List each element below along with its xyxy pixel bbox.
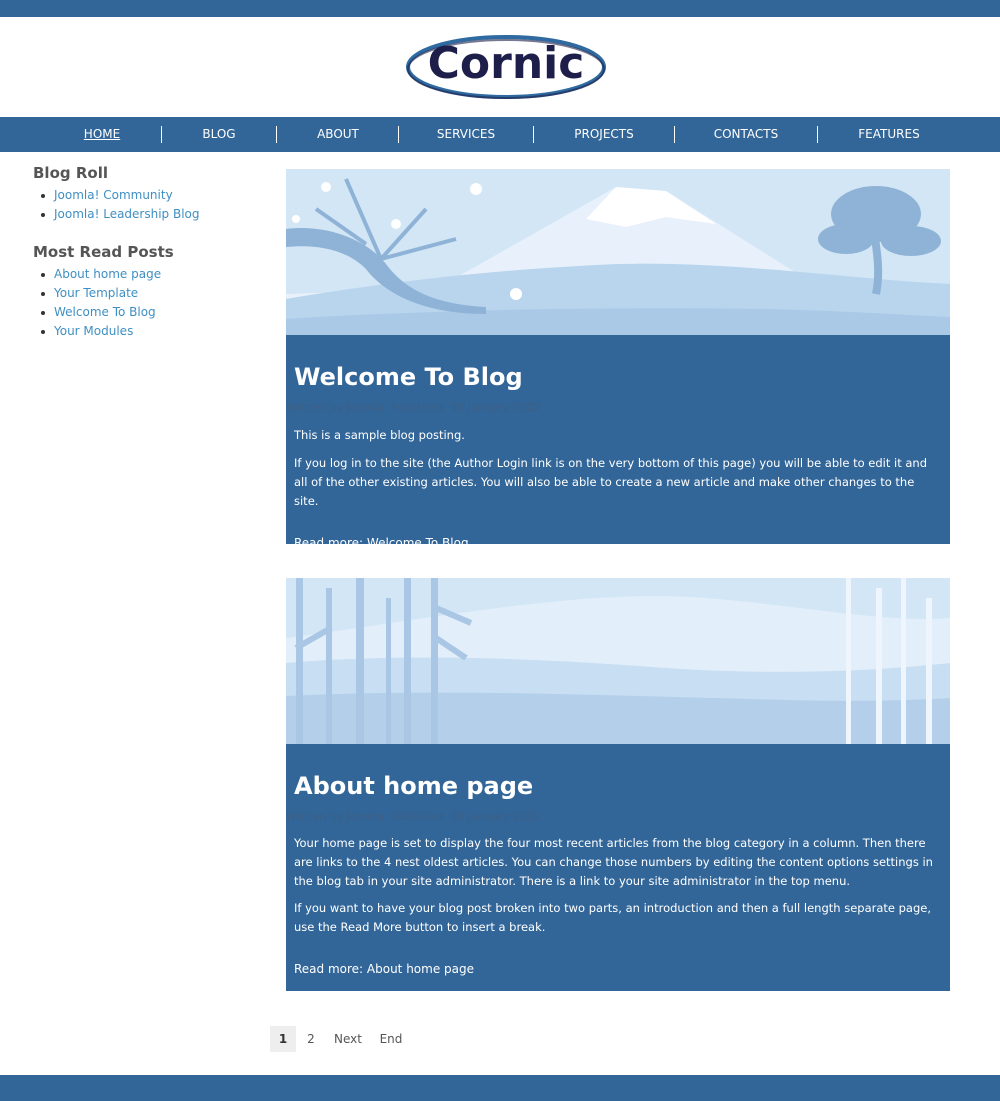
nav-projects[interactable]: PROJECTS xyxy=(574,127,634,141)
nav-separator xyxy=(161,126,162,143)
nav-separator xyxy=(817,126,818,143)
article-meta xyxy=(286,398,942,418)
main-nav xyxy=(0,117,1000,152)
logo-text: Cornic xyxy=(427,38,585,89)
site-logo[interactable] xyxy=(405,35,607,101)
article-body xyxy=(286,744,950,976)
nav-about[interactable]: ABOUT xyxy=(317,127,359,141)
header xyxy=(0,17,1000,117)
next-page-link[interactable]: Next xyxy=(334,1032,362,1046)
logo-graphic xyxy=(405,35,607,101)
nav-separator xyxy=(533,126,534,143)
mostread-title: Most Read Posts xyxy=(33,243,174,261)
sidebar xyxy=(33,163,253,341)
blogroll-list xyxy=(33,186,253,224)
article-meta xyxy=(286,807,942,827)
nav-blog[interactable]: BLOG xyxy=(202,127,236,141)
nav-features[interactable]: FEATURES xyxy=(858,127,920,141)
read-more-link[interactable]: Read more: About home page xyxy=(294,962,475,976)
nav-separator xyxy=(276,126,277,143)
blogroll-link[interactable]: Joomla! Leadership Blog xyxy=(33,205,253,224)
mostread-link[interactable]: Your Modules xyxy=(33,322,253,341)
article-paragraph: Your home page is set to display the four most recent articles from the blog category in a column. Then there are links to the 4 nest oldest articles. You can change those numbers by editing the content options settings in the blog tab in your site administrator. There is a link to your site administrator in the top menu. xyxy=(294,836,933,888)
nav-services[interactable]: SERVICES xyxy=(436,127,496,141)
page-2[interactable]: 2 xyxy=(307,1032,315,1046)
article-card xyxy=(286,169,950,550)
mostread-link[interactable]: About home page xyxy=(33,265,253,284)
article-paragraph: This is a sample blog posting. xyxy=(294,428,465,442)
nav-contacts[interactable]: CONTACTS xyxy=(713,127,779,141)
mostread-list xyxy=(33,265,253,341)
nav-home[interactable]: HOME xyxy=(83,127,121,141)
article-body xyxy=(286,335,950,550)
article-paragraph: If you want to have your blog post broken into two parts, an introduction and then a full length separate page, use the Read More button to insert a break. xyxy=(294,901,932,934)
top-bar xyxy=(0,0,1000,17)
mostread-link[interactable]: Welcome To Blog xyxy=(33,303,253,322)
article-published: Published: 03 January 2012 xyxy=(390,810,541,823)
blogroll-title: Blog Roll xyxy=(33,164,108,182)
article-title[interactable]: About home page xyxy=(294,772,534,800)
article-author: Written by Joomla xyxy=(286,810,385,823)
blogroll-link[interactable]: Joomla! Community xyxy=(33,186,253,205)
article-card xyxy=(286,578,950,991)
nav-separator xyxy=(398,126,399,143)
article-published: Published: 05 January 2012 xyxy=(390,401,541,414)
read-more-link[interactable]: Read more: Welcome To Blog xyxy=(294,536,469,550)
article-paragraph: If you log in to the site (the Author Login link is on the very bottom of this page) you will be able to edit it and all of the other existing articles. You will also be able to create a new article and make other changes to the site. xyxy=(294,456,927,508)
article-image-mountain xyxy=(286,169,950,335)
page-1[interactable]: 1 xyxy=(270,1026,296,1052)
article-title[interactable]: Welcome To Blog xyxy=(294,363,523,391)
nav-separator xyxy=(674,126,675,143)
mostread-link[interactable]: Your Template xyxy=(33,284,253,303)
article-author: Written by Joomla xyxy=(286,401,385,414)
footer-bar xyxy=(0,1075,1000,1101)
article-image-bamboo xyxy=(286,578,950,744)
end-page-link[interactable]: End xyxy=(379,1032,403,1046)
